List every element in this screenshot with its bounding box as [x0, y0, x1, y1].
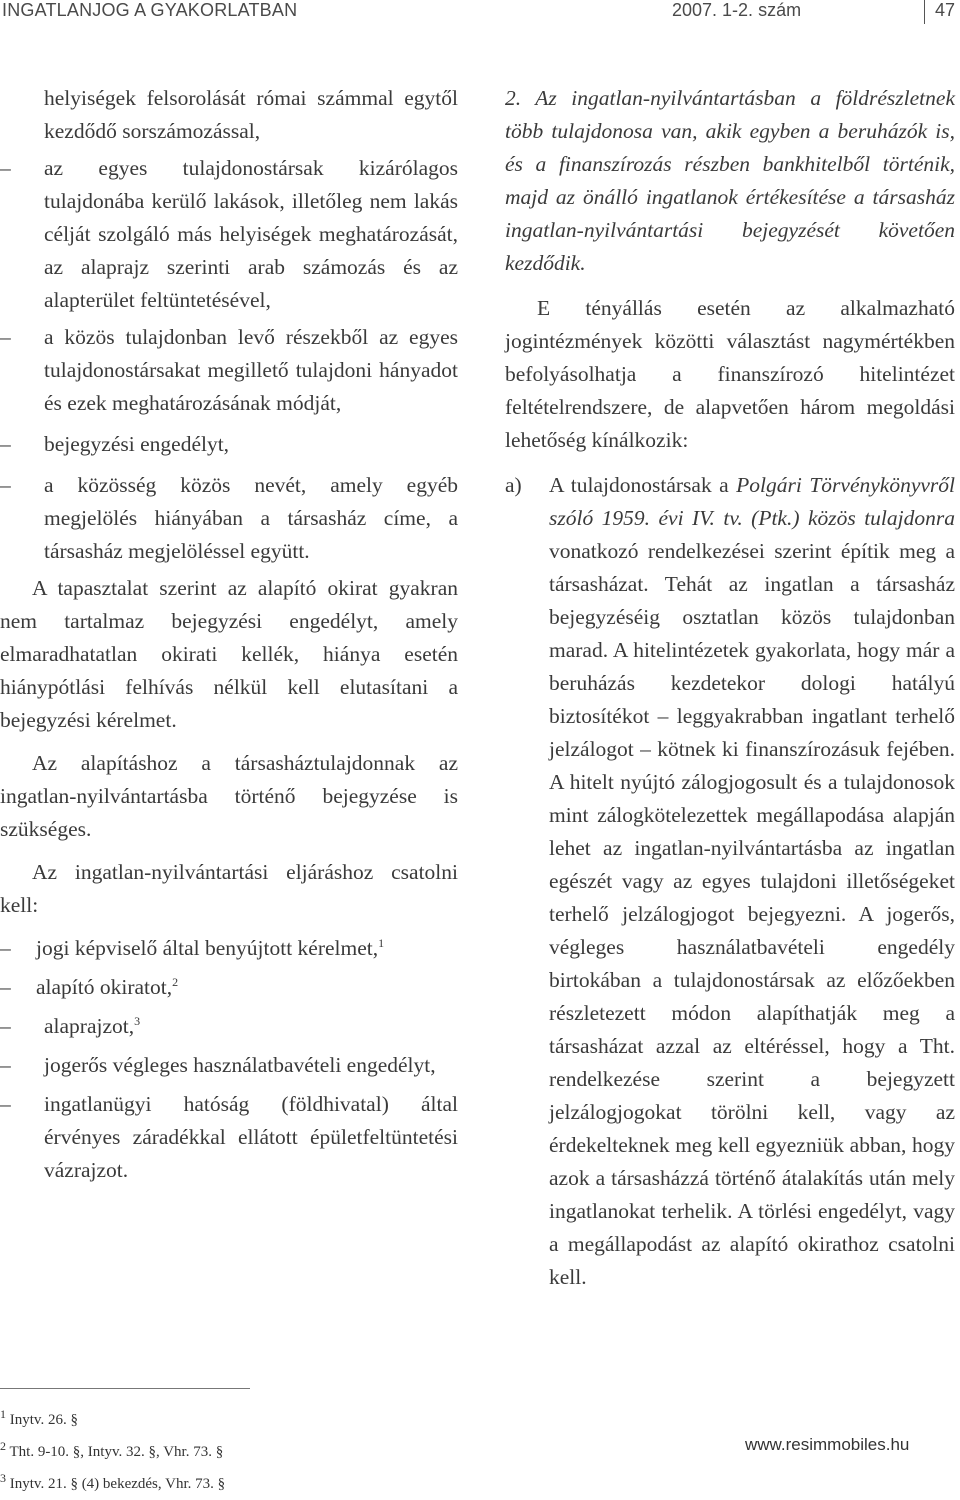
list-item-text: a közösség közös nevét, amely egyéb megjelölés hiányában a társasház címe, a társasház megjelöléssel együtt.	[44, 473, 458, 563]
dash-bullet: –	[0, 1092, 11, 1116]
footnote	[0, 1468, 225, 1500]
footnote	[0, 1436, 225, 1468]
dash-bullet: –	[0, 1014, 11, 1038]
dash-bullet: –	[0, 975, 11, 999]
option-a-text: vonatkozó rendelkezései szerint építik meg a társasházat. Tehát az ingatlan a társasház bejegyzéséig osztatlan közös tulajdonban marad. A hitelintézetek gyakorlata, hogy már a beruházás kezdetekor dologi hatályú biztosítékot – leggyakrabban ingatlant terhelő jelzálogot – kötnek ki finanszírozásuk fejében. A hitelt nyújtó zálogjogosult és a tulajdonosok mint zálogkötelezettek megállapodása alapján lehet az ingatlan-nyilvántartásba az ingatlan egészét vagy az egyes tulajdoni illetőségeket terhelő jelzálogjogot bejegyezni. A jogerős, végleges használatbavételi engedély birtokában a tulajdonostársak az előzőekben részletezett módon alapíthatják meg a társasházat azzal az eltéréssel, hogy a Tht. rendelkezése szerint a bejegyzett jelzálogjogokat törölni kell, vagy az érdekelteknek meg kell egyezniük abban, hogy azok a társasházzá történő átalakítás után mely ingatlanokat terhelik. A törlési engedélyt, vagy a megállapodást az alapító okirathoz csatolni kell.	[549, 539, 955, 1289]
option-a-law-ref: Polgári Törvénykönyvről szóló 1959. évi IV. tv. (Ptk.) közös tulajdonra	[549, 473, 955, 530]
attachment-item	[0, 1010, 458, 1043]
dash-bullet: –	[0, 1053, 11, 1077]
dash-bullet: –	[0, 156, 11, 180]
footnote-ref: 3	[134, 1013, 141, 1028]
attachment-text: ingatlanügyi hatóság (földhivatal) által érvényes záradékkal ellátott épületfeltüntetési vázrajzot.	[44, 1092, 458, 1182]
list-item	[0, 428, 458, 461]
attachment-item	[0, 932, 458, 965]
dash-bullet: –	[0, 473, 11, 497]
list-item	[0, 321, 458, 420]
attachment-text: alapító okiratot,	[36, 975, 173, 999]
footnote-number: 2	[0, 1439, 6, 1453]
footnote	[0, 1404, 225, 1436]
footnote-number: 1	[0, 1407, 6, 1421]
option-label: a)	[505, 473, 522, 497]
footnote-ref: 2	[172, 974, 179, 989]
case-question: 2. Az ingatlan-nyilvántartásban a földrészletnek több tulajdonosa van, akik egyben a beruházók is, és a finanszírozás részben bankhitelből történik, majd az önálló ingatlanok értékesítése a társasház ingatlan-nyilvántartási bejegyzését követően kezdődik.	[505, 86, 955, 275]
list-item	[0, 152, 458, 317]
list-item-text: az egyes tulajdonostársak kizárólagos tulajdonába kerülő lakások, illetőleg nem lakás célját szolgáló más helyiségek meghatározását, az alaprajz szerinti arab számozás és az alapterület feltüntetésével,	[44, 156, 458, 312]
dash-bullet: –	[0, 432, 11, 456]
journal-title: INGATLANJOG A GYAKORLATBAN	[2, 0, 298, 20]
list-item-text: helyiségek felsorolását római számmal egytől kezdődő sorszámozással,	[44, 86, 458, 143]
list-item	[0, 82, 458, 148]
page-number: 47	[924, 0, 955, 24]
footnotes	[0, 1404, 225, 1500]
paragraph: Az ingatlan-nyilvántartási eljáráshoz csatolni kell:	[0, 860, 458, 917]
website-url: www.resimmobiles.hu	[745, 1435, 910, 1454]
footnote-text: Tht. 9-10. §, Intyv. 32. §, Vhr. 73. §	[9, 1444, 224, 1460]
list-item	[0, 469, 458, 568]
option-a	[505, 469, 955, 1294]
attachment-text: jogi képviselő által benyújtott kérelmet,	[36, 936, 379, 960]
list-item-text: a közös tulajdonban levő részekből az egyes tulajdonostársakat megillető tulajdoni hányadot és ezek meghatározásának módját,	[44, 325, 458, 415]
issue-number: 2007. 1-2. szám	[672, 0, 802, 20]
footnote-text: Inytv. 26. §	[9, 1412, 78, 1428]
paragraph: E tényállás esetén az alkalmazható jogintézmények közötti választást nagymértékben befolyásolhatja a finanszírozó hitelintézet feltételrendszere, de alapvetően három megoldási lehetőség kínálkozik:	[505, 296, 955, 452]
footnote-number: 3	[0, 1471, 6, 1485]
paragraph: A tapasztalat szerint az alapító okirat gyakran nem tartalmaz bejegyzési engedélyt, amely elmaradhatatlan okirati kellék, hiánya esetén hiánypótlási felhívás nélkül kell elutasítani a bejegyzési kérelmet.	[0, 576, 458, 732]
paragraph: Az alapításhoz a társasháztulajdonnak az ingatlan-nyilvántartásba történő bejegyzése is szükséges.	[0, 751, 458, 841]
dash-bullet: –	[0, 325, 11, 349]
attachment-item	[0, 1049, 458, 1082]
footnote-divider	[0, 1388, 250, 1389]
option-a-text: A tulajdonostársak a	[549, 473, 737, 497]
left-column	[0, 82, 458, 1187]
attachment-item	[0, 971, 458, 1004]
attachment-text: jogerős végleges használatbavételi engedélyt,	[44, 1053, 436, 1077]
list-item-text: bejegyzési engedélyt,	[44, 432, 230, 456]
running-header	[0, 0, 960, 28]
right-column	[505, 82, 955, 1294]
footnote-text: Inytv. 21. § (4) bekezdés, Vhr. 73. §	[9, 1476, 226, 1492]
attachment-item	[0, 1088, 458, 1187]
dash-bullet: –	[0, 936, 11, 960]
attachment-text: alaprajzot,	[44, 1014, 135, 1038]
footnote-ref: 1	[378, 935, 385, 950]
